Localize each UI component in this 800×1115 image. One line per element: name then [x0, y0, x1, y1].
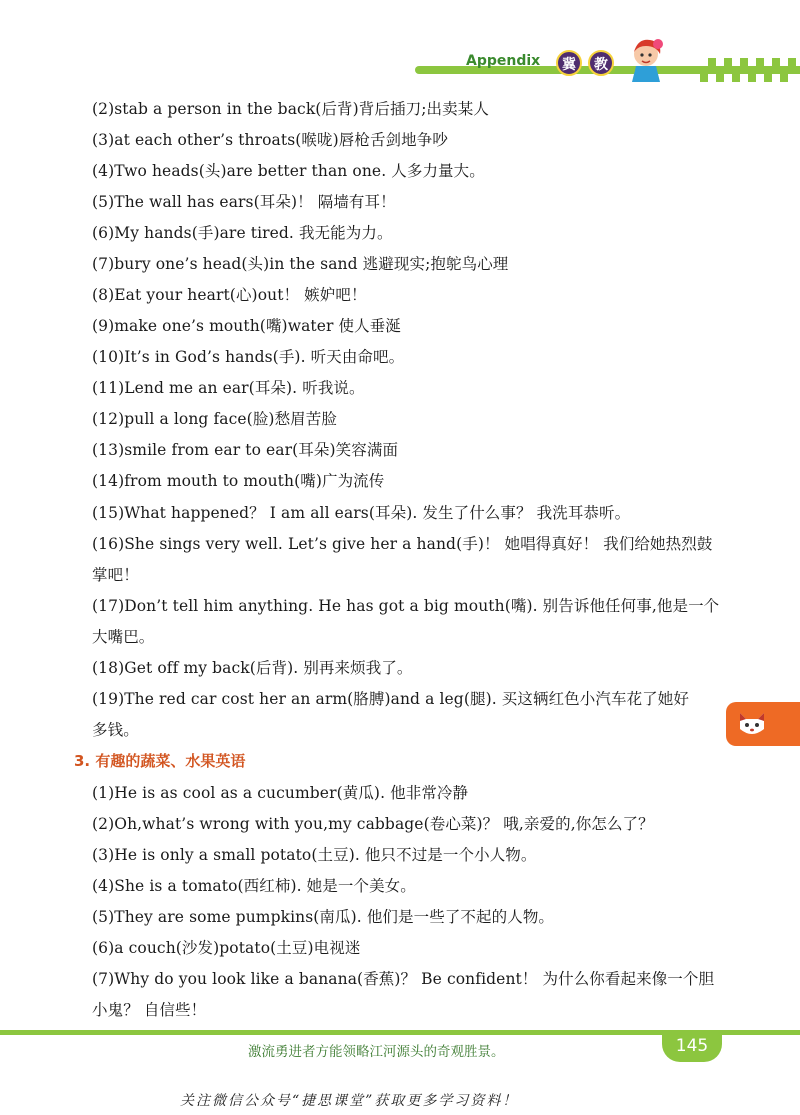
handwritten-note: 关注微信公众号“捷思课堂”获取更多学习资料！ [180, 1093, 519, 1109]
list-item: (4)She is a tomato(西红柿). 她是一个美女。 [92, 877, 416, 895]
list-item: (15)What happened？ I am all ears(耳朵). 发生了什么事？ 我洗耳恭听。 [92, 504, 631, 522]
list-item: (2)stab a person in the back(后背)背后插刀;出卖某人 [92, 100, 489, 118]
list-item: (7)Why do you look like a banana(香蕉)？ Be confident！ 为什么你看起来像一个胆 [92, 970, 715, 988]
list-item: (14)from mouth to mouth(嘴)广为流传 [92, 472, 385, 490]
list-item: (2)Oh,what’s wrong with you,my cabbage(卷心菜)？ 哦,亲爱的,你怎么了？ [92, 815, 654, 833]
list-item: (9)make one’s mouth(嘴)water 使人垂涎 [92, 317, 401, 335]
publisher-badge-right: 教 [588, 50, 614, 76]
list-item: (18)Get off my back(后背). 别再来烦我了。 [92, 659, 413, 677]
girl-mascot-icon [620, 36, 670, 84]
list-item: (13)smile from ear to ear(耳朵)笑容满面 [92, 441, 399, 459]
list-item: (5)The wall has ears(耳朵)！ 隔墙有耳！ [92, 193, 396, 211]
page-number-tab [662, 1032, 722, 1062]
list-item: (3)He is only a small potato(土豆). 他只不过是一个小人物。 [92, 846, 537, 864]
footer-motto: 激流勇进者方能领略江河源头的奇观胜景。 [248, 1044, 505, 1060]
list-item: (5)They are some pumpkins(南瓜). 他们是一些了不起的人物。 [92, 908, 555, 926]
list-item: (4)Two heads(头)are better than one. 人多力量大。 [92, 162, 485, 180]
list-item-continuation: 掌吧！ [92, 566, 139, 584]
list-item-continuation: 小鬼？ 自信些！ [92, 1001, 207, 1019]
list-item-continuation: 大嘴巴。 [92, 628, 155, 646]
list-item: (16)She sings very well. Let’s give her a hand(手)！ 她唱得真好！ 我们给她热烈鼓 [92, 535, 713, 553]
list-item: (7)bury one’s head(头)in the sand 逃避现实;抱鸵鸟心理 [92, 255, 509, 273]
list-item: (1)He is as cool as a cucumber(黄瓜). 他非常冷静 [92, 784, 469, 802]
list-item: (11)Lend me an ear(耳朵). 听我说。 [92, 379, 365, 397]
list-item-continuation: 多钱。 [92, 721, 139, 739]
list-item: (10)It’s in God’s hands(手). 听天由命吧。 [92, 348, 405, 366]
list-item: (8)Eat your heart(心)out！ 嫉妒吧！ [92, 286, 367, 304]
list-item: (6)My hands(手)are tired. 我无能为力。 [92, 224, 393, 242]
page-header [0, 0, 800, 86]
list-item: (17)Don’t tell him anything. He has got a big mouth(嘴). 别告诉他任何事,他是一个 [92, 597, 720, 615]
header-title: Appendix [466, 53, 541, 69]
list-item: (19)The red car cost her an arm(胳膊)and a leg(腿). 买这辆红色小汽车花了她好 [92, 690, 689, 708]
side-tab [726, 702, 800, 746]
list-item: (3)at each other’s throats(喉咙)唇枪舌剑地争吵 [92, 131, 448, 149]
page-number: 145 [675, 1036, 709, 1056]
list-item: (6)a couch(沙发)potato(土豆)电视迷 [92, 939, 361, 957]
fox-mascot-icon [736, 707, 768, 739]
list-item: (12)pull a long face(脸)愁眉苦脸 [92, 410, 337, 428]
publisher-badge-left: 冀 [556, 50, 582, 76]
section-title: 3. 有趣的蔬菜、水果英语 [74, 752, 246, 770]
